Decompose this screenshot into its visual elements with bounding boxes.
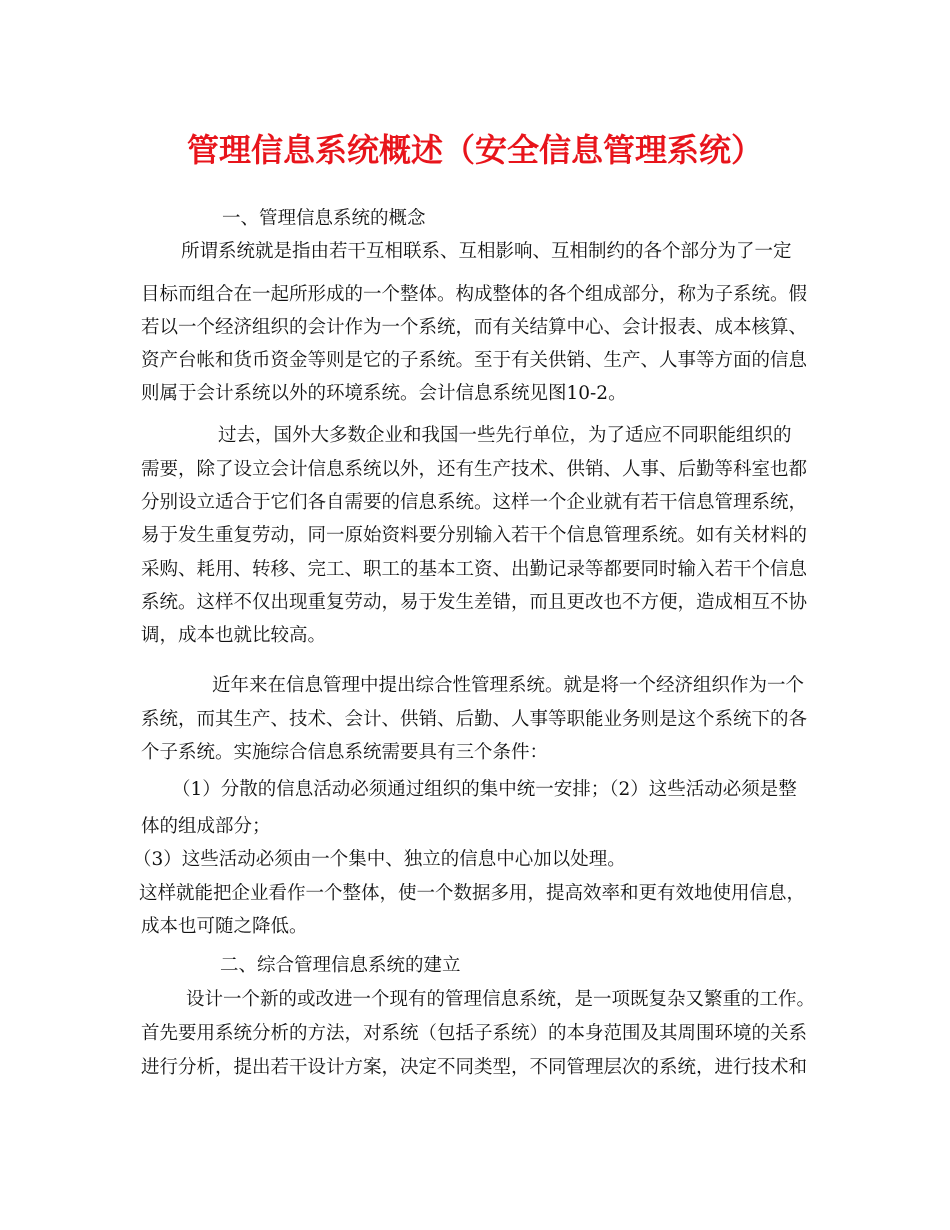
paragraph-line: 所谓系统就是指由若干互相联系、互相影响、互相制约的各个部分为了一定 <box>181 241 792 262</box>
section-heading-1: 一、管理信息系统的概念 <box>222 208 426 229</box>
section-heading-2: 二、综合管理信息系统的建立 <box>220 955 461 976</box>
paragraph-line: 调，成本也就比较高。 <box>141 625 327 646</box>
paragraph-line: 易于发生重复劳动，同一原始资料要分别输入若干个信息管理系统。如有关材料的 <box>141 525 808 546</box>
paragraph-line: 设计一个新的或改进一个现有的管理信息系统，是一项既复杂又繁重的工作。 <box>186 989 816 1010</box>
paragraph-line: 系统。这样不仅出现重复劳动，易于发生差错，而且更改也不方便，造成相互不协 <box>141 592 808 613</box>
paragraph-line: 首先要用系统分析的方法，对系统（包括子系统）的本身范围及其周围环境的关系 <box>141 1023 808 1044</box>
document-title: 管理信息系统概述（安全信息管理系统） <box>186 131 763 169</box>
paragraph-line: 目标而组合在一起所形成的一个整体。构成整体的各个组成部分，称为子系统。假 <box>141 284 808 305</box>
paragraph-line: 成本也可随之降低。 <box>141 916 308 937</box>
paragraph-line: 个子系统。实施综合信息系统需要具有三个条件： <box>141 742 549 763</box>
paragraph-line: 分别设立适合于它们各自需要的信息系统。这样一个企业就有若干信息管理系统， <box>141 492 808 513</box>
condition-line: （3）这些活动必须由一个集中、独立的信息中心加以处理。 <box>133 849 626 870</box>
paragraph-line: 过去，国外大多数企业和我国一些先行单位，为了适应不同职能组织的 <box>218 425 792 446</box>
paragraph-line: 资产台帐和货币资金等则是它的子系统。至于有关供销、生产、人事等方面的信息 <box>141 350 808 371</box>
paragraph-line: 则属于会计系统以外的环境系统。会计信息系统见图10-2。 <box>141 383 627 404</box>
paragraph-line: 系统，而其生产、技术、会计、供销、后勤、人事等职能业务则是这个系统下的各 <box>141 709 808 730</box>
paragraph-line: 需要，除了设立会计信息系统以外，还有生产技术、供销、人事、后勤等科室也都 <box>141 459 808 480</box>
condition-line: （1）分散的信息活动必须通过组织的集中统一安排；（2）这些活动必须是整 <box>172 779 797 800</box>
condition-line: 体的组成部分； <box>141 816 271 837</box>
paragraph-line: 采购、耗用、转移、完工、职工的基本工资、出勤记录等都要同时输入若干个信息 <box>141 559 808 580</box>
paragraph-line: 若以一个经济组织的会计作为一个系统，而有关结算中心、会计报表、成本核算、 <box>141 317 808 338</box>
paragraph-line: 进行分析，提出若干设计方案，决定不同类型，不同管理层次的系统，进行技术和 <box>141 1057 808 1078</box>
paragraph-line: 这样就能把企业看作一个整体，使一个数据多用，提高效率和更有效地使用信息， <box>139 883 806 904</box>
paragraph-line: 近年来在信息管理中提出综合性管理系统。就是将一个经济组织作为一个 <box>212 675 805 696</box>
